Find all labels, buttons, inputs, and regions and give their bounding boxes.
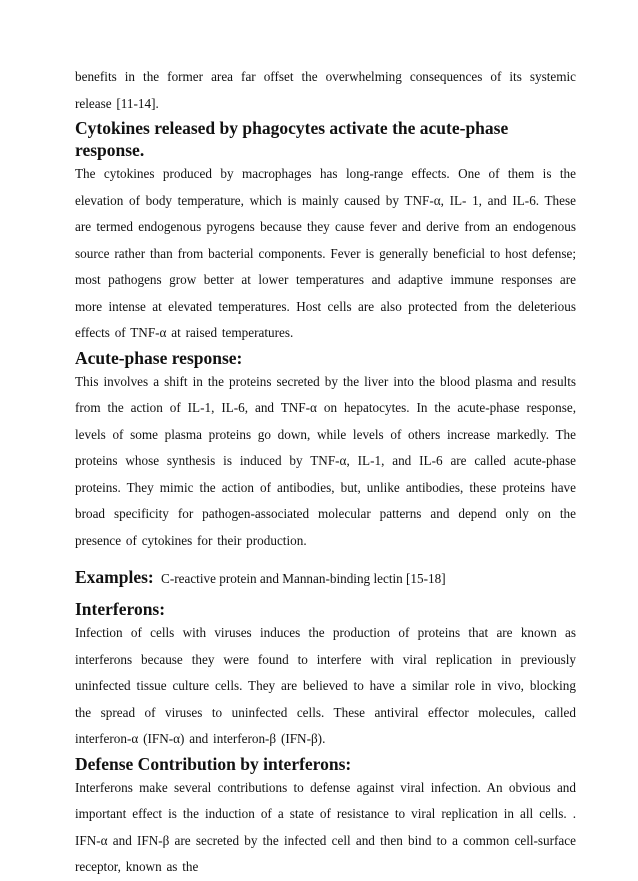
defense-heading: Defense Contribution by interferons: (75, 753, 352, 774)
acute-phase-paragraph: This involves a shift in the proteins secreted by the liver into the blood plasma and results from the action of IL-1, IL-6, and TNF-α on hepatocytes. In the acute-phase response, levels of some plasma proteins go down, while levels of others increase markedly. The proteins whose synthesis is induced by TNF-α, IL-1, and IL-6 are called acute-phase proteins. They mimic the action of antibodies, but, unlike antibodies, these proteins have broad specificity for pathogen-associated molecular patterns and depend only on the presence of cytokines for their production. (75, 373, 576, 548)
examples-line (75, 564, 576, 592)
examples-label: Examples: (75, 567, 154, 587)
acute-phase-heading: Acute-phase response: (75, 347, 243, 368)
continuation-paragraph: benefits in the former area far offset the overwhelming consequences of its systemic release [11-14]. (75, 69, 576, 111)
interferons-heading: Interferons: (75, 599, 166, 619)
examples-text: C-reactive protein and Mannan-binding lectin [15-18] (161, 571, 446, 586)
cytokines-heading: Cytokines released by phagocytes activate the acute-phase response. (75, 118, 509, 160)
cytokines-paragraph: The cytokines produced by macrophages has long-range effects. One of them is the elevation of body temperature, which is mainly caused by TNF-α, IL- 1, and IL-6. These are termed endogenous pyrogens because they cause fever and derive from an endogenous source rather than from bacterial components. Fever is generally beneficial to host defense; most pathogens grow better at lower temperatures and adaptive immune responses are more intense at elevated temperatures. Host cells are also protected from the deleterious effects of TNF-α at raised temperatures. (75, 166, 576, 340)
interferons-paragraph: Infection of cells with viruses induces the production of proteins that are known as interferons because they were found to interfere with viral replication in previously uninfected tissue culture cells. They are believed to have a similar role in vivo, blocking the spread of viruses to uninfected cells. These antiviral effector molecules, called interferon-α (IFN-α) and interferon-β (IFN-β). (75, 625, 576, 746)
defense-paragraph: Interferons make several contributions to defense against viral infection. An obvious and important effect is the induction of a state of resistance to viral replication in all cells. . IFN-α and IFN-β are secreted by the infected cell and then bind to a common cell-surface receptor, known as the (75, 779, 576, 874)
